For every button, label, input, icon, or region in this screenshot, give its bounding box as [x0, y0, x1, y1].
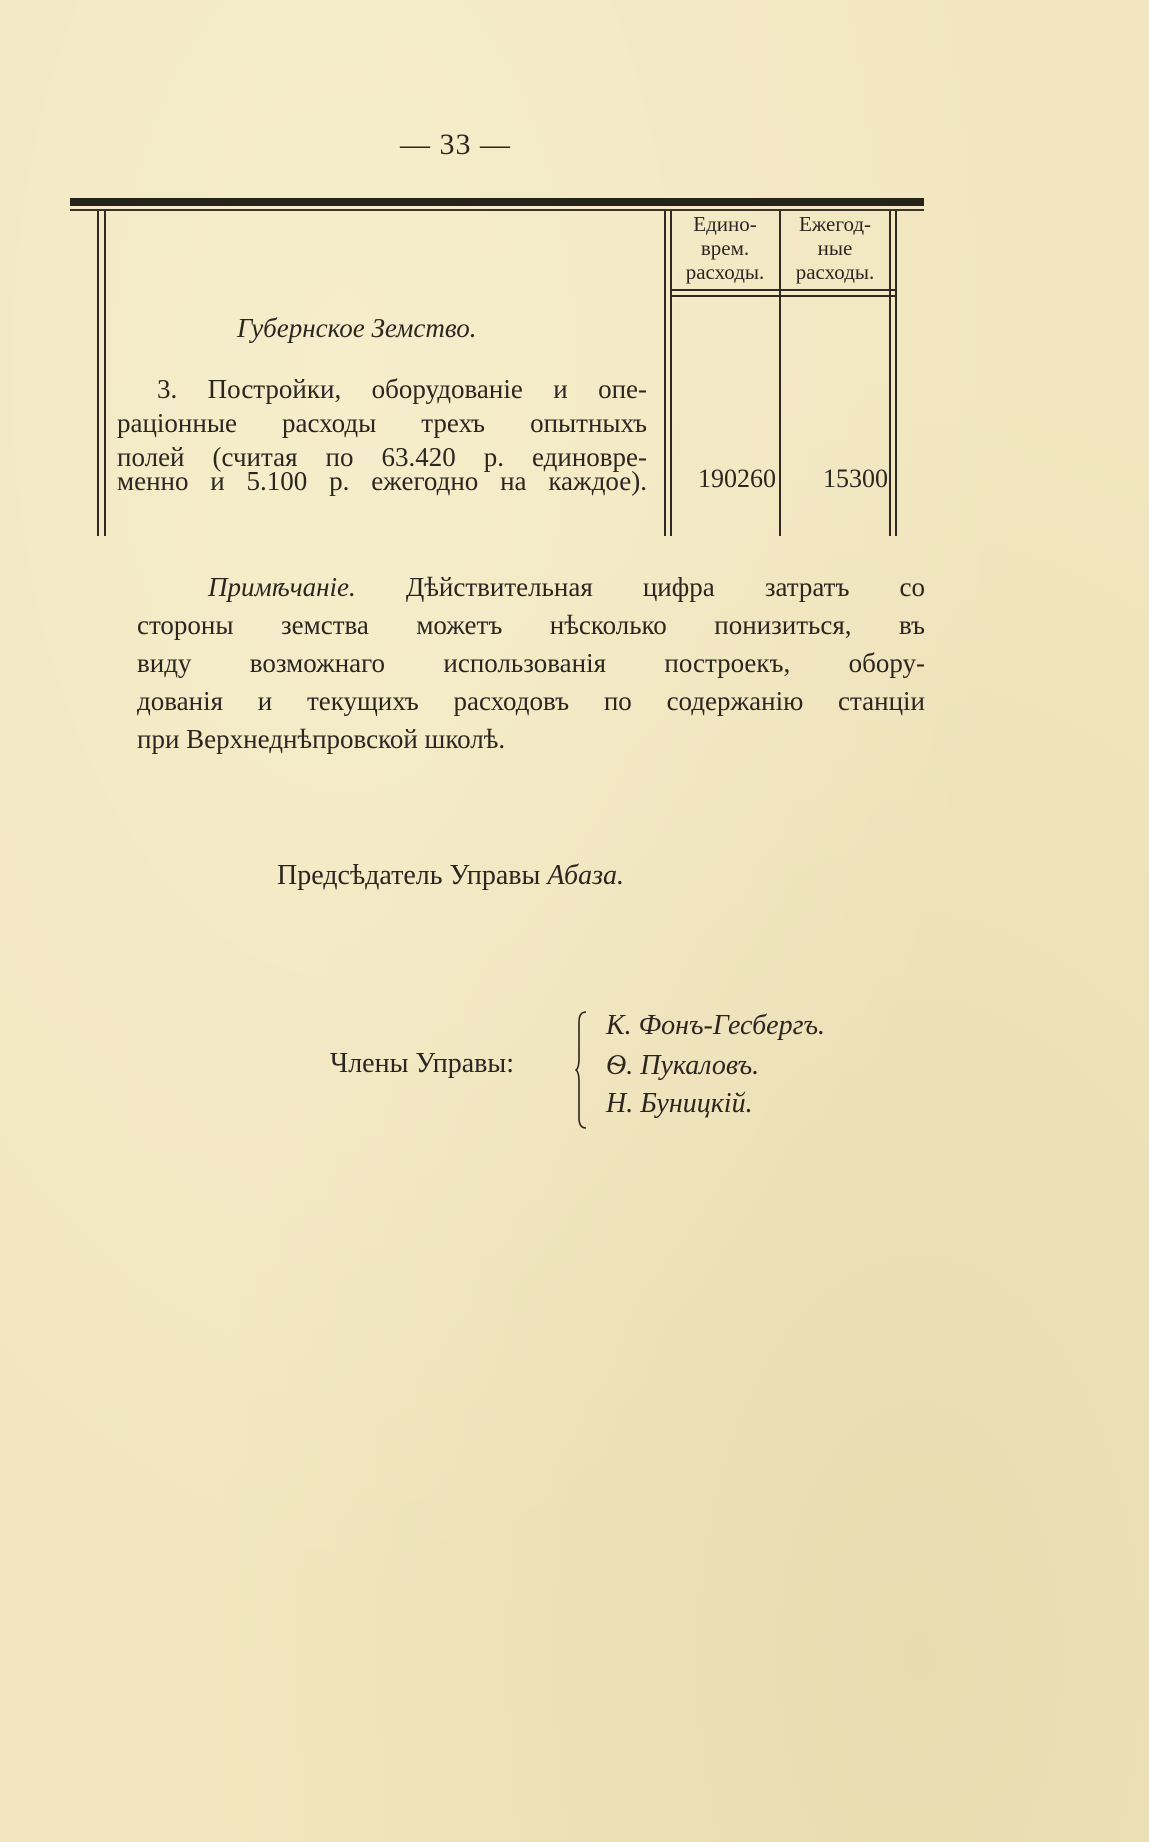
annual-header-line: расходы.: [795, 260, 875, 284]
section-title: Губернское Земство.: [237, 313, 477, 343]
chairman-title: Предсѣдатель Управы: [277, 860, 541, 891]
item-description-line: 3. Постройки, оборудованіе и опе-: [157, 374, 647, 404]
note-line: при Верхнеднѣпровской школѣ.: [137, 724, 506, 754]
table-top-rule-thick: [70, 198, 924, 206]
annual-header-line: Ежегод-: [798, 212, 872, 236]
note-line: [208, 568, 925, 606]
member-name: К. Фонъ-Гесбергъ.: [606, 1010, 826, 1041]
item-description-line: полей (считая по 63.420 р. единовре-: [117, 442, 647, 472]
table-top-rule-thin: [70, 209, 924, 211]
table-left-rule-inner: [104, 211, 106, 536]
members-label: Члены Управы:: [330, 1048, 514, 1079]
one-time-expenses-header: [671, 212, 779, 284]
note-first-line-text: Дѣйствительная цифра затратъ со: [405, 572, 926, 602]
item-description-line: раціонные расходы трехъ опытныхъ: [117, 408, 647, 438]
one-time-header-line: Едино-: [693, 212, 757, 236]
note-label: Примѣчаніе.: [208, 572, 356, 602]
header-underline-b: [670, 295, 895, 297]
chairman-name: Абаза.: [547, 860, 625, 891]
annual-amount: 15300: [823, 464, 888, 493]
chairman-signature: [277, 860, 624, 892]
col1-left-rule-a: [664, 211, 666, 536]
one-time-amount: 190260: [698, 464, 776, 493]
table-left-rule-outer: [97, 211, 99, 536]
table-right-rule-b: [895, 211, 897, 536]
page-number: — 33 —: [400, 128, 511, 161]
member-name: Ѳ. Пукаловъ.: [606, 1050, 760, 1081]
one-time-header-line: расходы.: [685, 260, 765, 284]
note-line: стороны земства можетъ нѣсколько понизиться, въ: [137, 610, 925, 640]
member-name: Н. Буницкій.: [606, 1088, 753, 1119]
note-line: дованія и текущихъ расходовъ по содержанію станціи: [137, 686, 925, 716]
note-line: виду возможнаго использованія построекъ, обору-: [137, 648, 925, 678]
table-right-rule-a: [889, 211, 891, 536]
annual-header-line: ные: [817, 236, 853, 260]
curly-brace-icon: [575, 1010, 589, 1130]
one-time-header-line: врем.: [700, 236, 750, 260]
header-underline-a: [670, 289, 895, 291]
item-description-line: менно и 5.100 р. ежегодно на каждое).: [117, 466, 647, 496]
annual-expenses-header: [781, 212, 889, 284]
